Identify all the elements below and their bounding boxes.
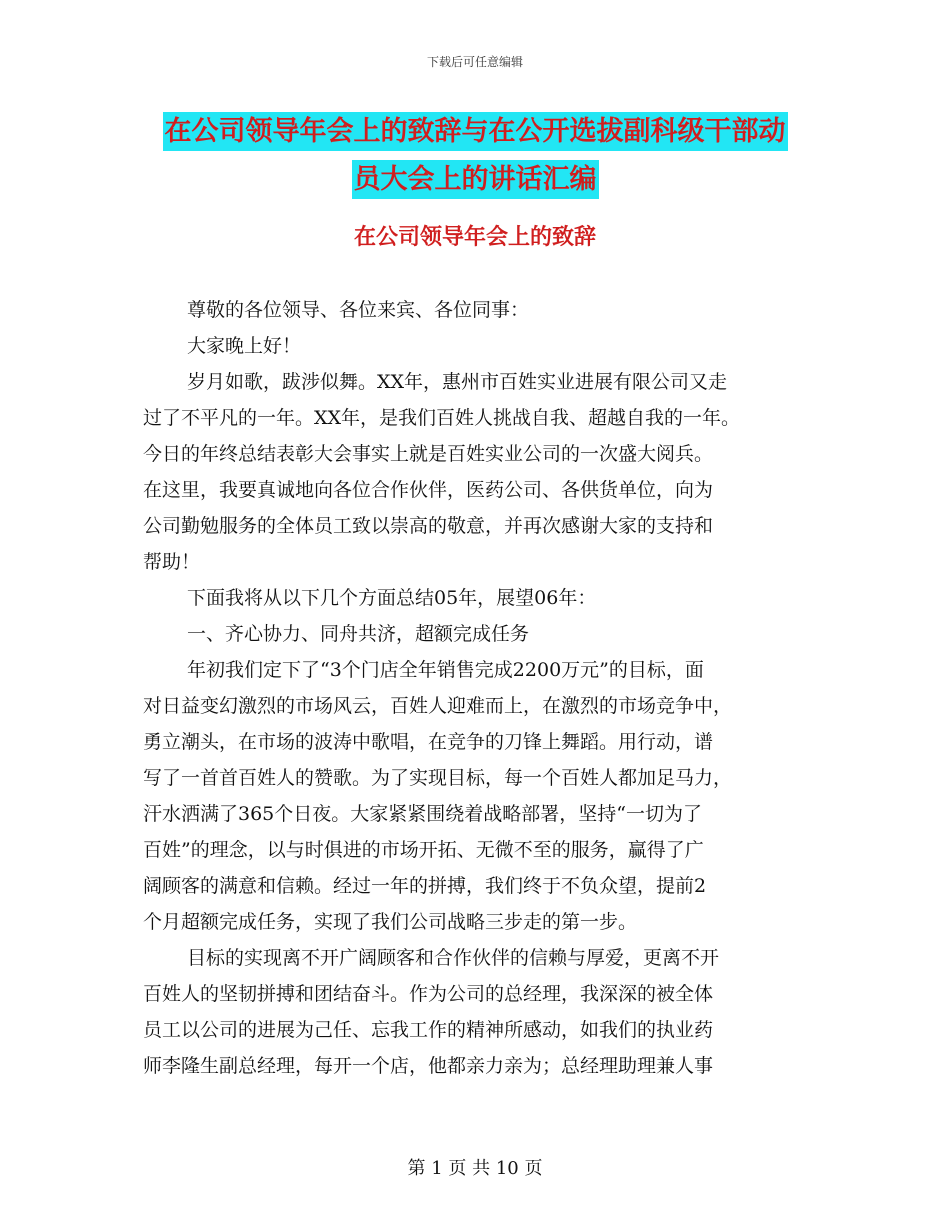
- text-line: 员工以公司的进展为己任、忘我工作的精神所感动，如我们的执业药: [143, 1019, 714, 1041]
- text-line: 帮助！: [143, 551, 201, 573]
- text-line: 百姓”的理念，以与时俱进的市场开拓、无微不至的服务，赢得了广: [143, 839, 704, 861]
- text-line: 在这里，我要真诚地向各位合作伙伴，医药公司、各供货单位，向为: [143, 479, 714, 501]
- text-line: 下面我将从以下几个方面总结05年，展望06年：: [187, 587, 597, 609]
- text-line: 岁月如歌，跋涉似舞。XX年，惠州市百姓实业进展有限公司又走: [187, 371, 728, 393]
- text-line: 写了一首首百姓人的赞歌。为了实现目标，每一个百姓人都加足马力，: [143, 767, 733, 789]
- text-line: 尊敬的各位领导、各位来宾、各位同事：: [187, 299, 530, 321]
- text-line: 一、齐心协力、同舟共济，超额完成任务: [187, 623, 530, 645]
- body-text: [143, 292, 823, 1084]
- text-line: 今日的年终总结表彰大会事实上就是百姓实业公司的一次盛大阅兵。: [143, 443, 714, 465]
- document-title: [0, 108, 950, 204]
- text-line: 目标的实现离不开广阔顾客和合作伙伴的信赖与厚爱，更离不开: [187, 947, 720, 969]
- section-title: 在公司领导年会上的致辞: [353, 225, 596, 250]
- title-line-1: 在公司领导年会上的致辞与在公开选拔副科级干部动: [163, 112, 788, 151]
- text-line: 勇立潮头，在市场的波涛中歌唱，在竞争的刀锋上舞蹈。用行动，谱: [143, 731, 714, 753]
- text-line: 对日益变幻激烈的市场风云，百姓人迎难而上，在激烈的市场竞争中，: [143, 695, 733, 717]
- page-header: 下载后可任意编辑: [426, 55, 523, 69]
- text-line: 个月超额完成任务，实现了我们公司战略三步走的第一步。: [143, 911, 638, 933]
- text-line: 汗水洒满了365个日夜。大家紧紧围绕着战略部署，坚持“一切为了: [143, 803, 702, 825]
- title-line-2: 员大会上的讲话汇编: [352, 160, 599, 199]
- text-line: 大家晚上好！: [187, 335, 302, 357]
- text-line: 百姓人的坚韧拼搏和团结奋斗。作为公司的总经理，我深深的被全体: [143, 983, 714, 1005]
- text-line: 阔顾客的满意和信赖。经过一年的拼搏，我们终于不负众望，提前2: [143, 875, 707, 897]
- text-line: 师李隆生副总经理，每开一个店，他都亲力亲为；总经理助理兼人事: [143, 1055, 714, 1077]
- text-line: 过了不平凡的一年。XX年，是我们百姓人挑战自我、超越自我的一年。: [143, 407, 741, 429]
- text-line: 公司勤勉服务的全体员工致以崇高的敬意，并再次感谢大家的支持和: [143, 515, 714, 537]
- page-footer: 第 1 页 共 10 页: [407, 1158, 543, 1179]
- text-line: 年初我们定下了“3个门店全年销售完成2200万元”的目标，面: [187, 659, 704, 681]
